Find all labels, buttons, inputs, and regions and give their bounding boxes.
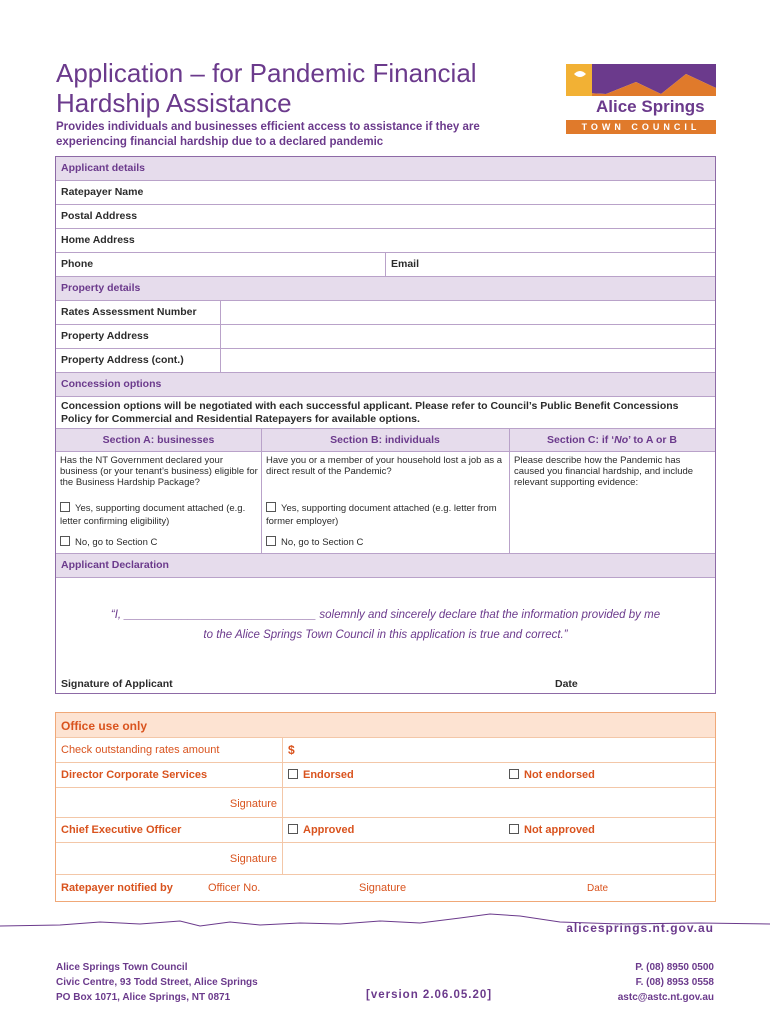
ceo-signature-row xyxy=(56,843,715,875)
footer-address1: Civic Centre, 93 Todd Street, Alice Springs xyxy=(56,977,258,988)
rates-number-field[interactable] xyxy=(56,301,715,325)
council-logo xyxy=(566,64,716,136)
declaration-body xyxy=(56,578,715,693)
postal-address-label: Postal Address xyxy=(61,210,138,222)
ratepayer-name-label: Ratepayer Name xyxy=(61,186,144,198)
declaration-date[interactable]: Date xyxy=(555,678,578,690)
section-a-title: Section A: businesses xyxy=(102,434,215,446)
section-b-no-option[interactable] xyxy=(266,536,504,548)
director-signature-row xyxy=(56,788,715,818)
not-approved-checkbox[interactable] xyxy=(509,824,519,834)
section-a-question: Has the NT Government declared your business (or your tenant’s business) eligible for the Business Hardship Package? xyxy=(60,455,258,488)
page-subtitle: Provides individuals and businesses efficient access to assistance if they are experiencing financial hardship due to a declared pandemic xyxy=(56,121,480,148)
check-rates-row xyxy=(56,738,715,763)
footer-contact-block xyxy=(618,960,714,1005)
ratepayer-name-field[interactable] xyxy=(56,181,715,205)
section-a-no-option[interactable] xyxy=(60,536,260,548)
section-c-title-prefix: Section C: if ‘ xyxy=(547,434,615,446)
application-form xyxy=(55,156,716,694)
director-signature-field[interactable] xyxy=(283,788,715,817)
check-rates-label: Check outstanding rates amount xyxy=(61,744,220,756)
property-details-header xyxy=(56,277,715,301)
concession-options-header xyxy=(56,373,715,397)
applicant-details-header xyxy=(56,157,715,181)
office-use-section xyxy=(55,712,716,902)
notify-signature-field[interactable]: Signature xyxy=(359,882,407,894)
property-address-label: Property Address xyxy=(61,330,149,342)
notify-date-field[interactable]: Date xyxy=(587,883,609,894)
sections-body-row xyxy=(56,452,715,554)
section-a-no-checkbox[interactable] xyxy=(60,536,70,546)
section-c-question: Please describe how the Pandemic has caused you financial hardship, and include relevant supporting evidence: xyxy=(514,455,694,488)
applicant-heading: Applicant details xyxy=(61,162,146,174)
footer-address2: PO Box 1071, Alice Springs, NT 0871 xyxy=(56,992,231,1003)
approved-option[interactable] xyxy=(288,824,354,836)
section-c-title-no: No xyxy=(614,434,629,446)
concession-intro: Concession options will be negotiated with each successful applicant. Please refer to Council’s Public Benefit Concessions Policy for Commercial and Residential Ratepayers for available options. xyxy=(61,400,679,425)
footer-email[interactable]: astc@astc.nt.gov.au xyxy=(617,992,714,1003)
approved-label: Approved xyxy=(303,824,355,836)
ceo-label: Chief Executive Officer xyxy=(61,824,182,836)
section-b-yes-option[interactable] xyxy=(266,502,504,528)
section-b-no-label: No, go to Section C xyxy=(281,537,364,548)
notified-label: Ratepayer notified by xyxy=(61,882,173,894)
section-b-no-checkbox[interactable] xyxy=(266,536,276,546)
not-endorsed-label: Not endorsed xyxy=(524,769,595,781)
property-address-cont-label: Property Address (cont.) xyxy=(61,354,184,366)
ceo-signature-field[interactable] xyxy=(283,843,715,874)
officer-no-field[interactable]: Officer No. xyxy=(208,882,261,894)
page-title: Application – for Pandemic Financial Hardship Assistance xyxy=(56,58,477,118)
signature-of-applicant[interactable]: Signature of Applicant xyxy=(61,678,173,690)
phone-email-row xyxy=(56,253,715,277)
not-approved-label: Not approved xyxy=(524,824,595,836)
concession-intro-row xyxy=(56,397,715,429)
phone-label[interactable]: Phone xyxy=(61,258,94,270)
footer-phone: P. (08) 8950 0500 xyxy=(635,962,714,973)
not-approved-option[interactable] xyxy=(509,824,595,836)
director-signature-label: Signature xyxy=(229,798,277,810)
section-a-yes-checkbox[interactable] xyxy=(60,502,70,512)
property-address-field[interactable] xyxy=(56,325,715,349)
section-b-question: Have you or a member of your household lost a job as a direct result of the Pandemic? xyxy=(266,455,503,477)
endorsed-checkbox[interactable] xyxy=(288,769,298,779)
section-b-yes-checkbox[interactable] xyxy=(266,502,276,512)
notified-row xyxy=(56,875,715,901)
property-heading: Property details xyxy=(61,282,141,294)
section-b-title: Section B: individuals xyxy=(330,434,440,446)
home-address-label: Home Address xyxy=(61,234,135,246)
footer-org: Alice Springs Town Council xyxy=(56,962,188,973)
section-a-yes-option[interactable] xyxy=(60,502,260,528)
section-a-yes-label: Yes, supporting document attached (e.g. letter confirming eligibility) xyxy=(60,503,246,527)
ceo-signature-label: Signature xyxy=(229,853,277,865)
section-c-title xyxy=(509,434,715,446)
logo-name: Alice Springs xyxy=(596,97,705,116)
declaration-line1: “I, ______________________________ solemnly and sincerely declare that the information provided by me xyxy=(110,609,661,621)
not-endorsed-checkbox[interactable] xyxy=(509,769,519,779)
section-a-no-label: No, go to Section C xyxy=(75,537,158,548)
rates-number-label: Rates Assessment Number xyxy=(61,306,197,318)
approved-checkbox[interactable] xyxy=(288,824,298,834)
office-use-heading: Office use only xyxy=(61,719,148,733)
director-row xyxy=(56,763,715,788)
rates-amount-field[interactable]: $ xyxy=(288,743,295,757)
email-label[interactable]: Email xyxy=(391,258,420,270)
sections-header-row xyxy=(56,429,715,452)
office-use-header xyxy=(56,713,715,738)
property-address-cont-field[interactable] xyxy=(56,349,715,373)
footer-website[interactable]: alicesprings.nt.gov.au xyxy=(566,921,714,935)
not-endorsed-option[interactable] xyxy=(509,769,595,781)
postal-address-field[interactable] xyxy=(56,205,715,229)
ceo-row xyxy=(56,818,715,843)
concession-heading: Concession options xyxy=(61,378,162,390)
endorsed-option[interactable] xyxy=(288,769,354,781)
footer-address-block xyxy=(56,960,258,1005)
declaration-line2: to the Alice Springs Town Council in this application is true and correct.” xyxy=(203,629,568,641)
footer-fax: F. (08) 8953 0558 xyxy=(635,977,714,988)
endorsed-label: Endorsed xyxy=(303,769,354,781)
home-address-field[interactable] xyxy=(56,229,715,253)
section-c-title-suffix: ’ to A or B xyxy=(628,434,677,446)
logo-tag: TOWN COUNCIL xyxy=(566,120,716,134)
declaration-header xyxy=(56,554,715,578)
section-b-yes-label: Yes, supporting document attached (e.g. letter from former employer) xyxy=(266,503,497,527)
declaration-heading: Applicant Declaration xyxy=(61,559,169,571)
footer-version: [version 2.06.05.20] xyxy=(366,989,493,1001)
director-label: Director Corporate Services xyxy=(61,769,208,781)
